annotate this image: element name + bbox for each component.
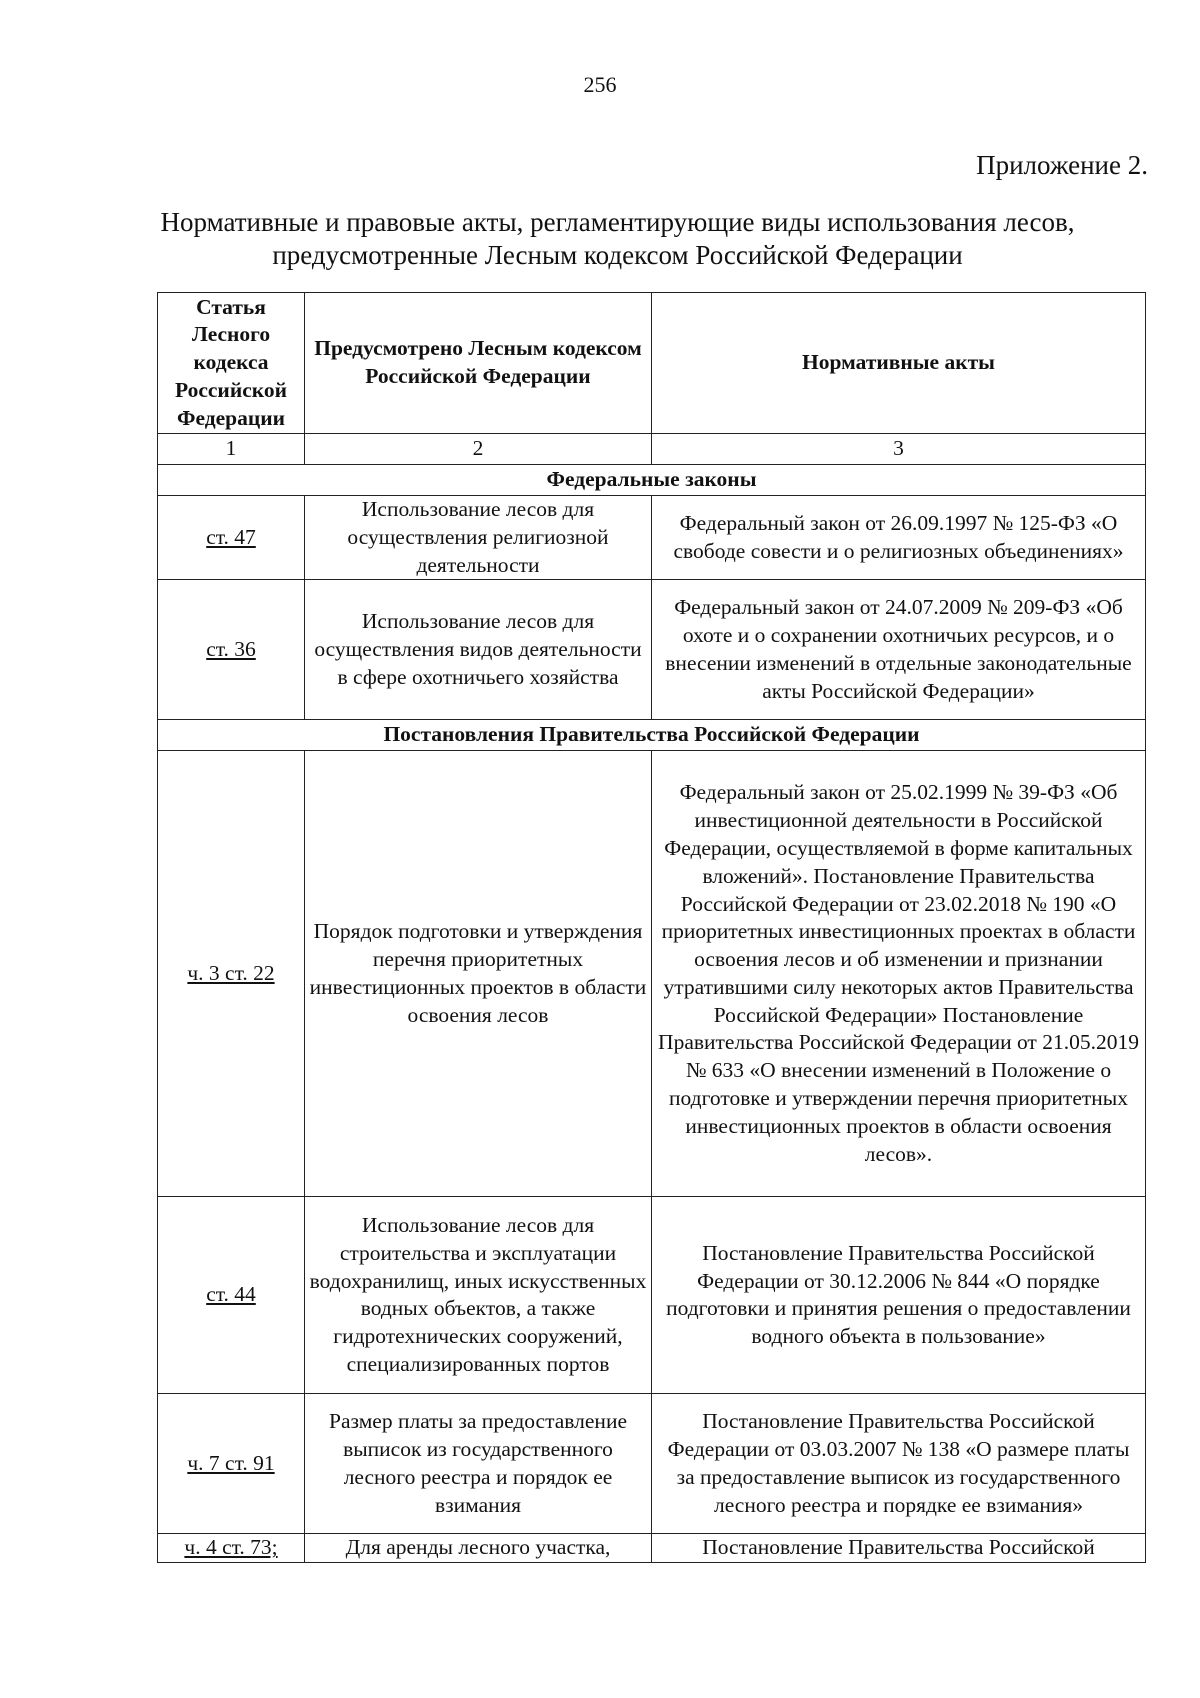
article-ref[interactable]: ст. 36 xyxy=(206,636,256,661)
table-row xyxy=(158,496,1146,580)
table-row xyxy=(158,1534,1146,1563)
header-article: Статья Лесного кодекса Российской Федерации xyxy=(158,293,305,434)
article-link[interactable] xyxy=(158,580,305,720)
appendix-label: Приложение 2. xyxy=(976,150,1148,180)
page-number: 256 xyxy=(583,72,617,97)
column-number-1: 1 xyxy=(158,434,305,465)
section-row-federal-laws xyxy=(158,465,1146,496)
article-ref[interactable]: ч. 3 ст. 22 xyxy=(187,960,275,985)
table-row xyxy=(158,751,1146,1197)
table-row xyxy=(158,580,1146,720)
article-link[interactable] xyxy=(158,1197,305,1394)
document-title xyxy=(100,206,1135,272)
acts-table xyxy=(157,292,1146,1563)
provision-cell: Использование лесов для осуществления религиозной деятельности xyxy=(305,496,652,580)
provision-cell: Порядок подготовки и утверждения перечня приоритетных инвестиционных проектов в области освоения лесов xyxy=(305,751,652,1197)
acts-cell: Постановление Правительства Российской Федерации от 30.12.2006 № 844 «О порядке подготовки и принятия решения о предоставлении водного объекта в пользование» xyxy=(652,1197,1146,1394)
table-row xyxy=(158,1197,1146,1394)
acts-cell: Федеральный закон от 26.09.1997 № 125-ФЗ «О свободе совести и о религиозных объединениях» xyxy=(652,496,1146,580)
table-row xyxy=(158,1394,1146,1534)
acts-cell: Постановление Правительства Российской Федерации от 03.03.2007 № 138 «О размере платы за предоставление выписок из государственного лесного реестра и порядке ее взимания» xyxy=(652,1394,1146,1534)
acts-cell: Федеральный закон от 25.02.1999 № 39-ФЗ «Об инвестиционной деятельности в Российской Федерации, осуществляемой в форме капитальных вложений». Постановление Правительства Российской Федерации от 23.02.2018 № 190 «О приоритетных инвестиционных проектах в области освоения лесов и об изменении и признании утратившими силу некоторых актов Правительства Российской Федерации» Постановление Правительства Российской Федерации от 21.05.2019 № 633 «О внесении изменений в Положение о подготовке и утверждении перечня приоритетных инвестиционных проектов в области освоения лесов». xyxy=(652,751,1146,1197)
article-ref[interactable]: ст. 44 xyxy=(206,1282,256,1307)
provision-cell: Размер платы за предоставление выписок из государственного лесного реестра и порядок ее взимания xyxy=(305,1394,652,1534)
column-number-2: 2 xyxy=(305,434,652,465)
article-ref[interactable]: ст. 47 xyxy=(206,524,256,549)
column-number-row xyxy=(158,434,1146,465)
article-ref[interactable]: ч. 4 ст. 73; xyxy=(184,1535,278,1560)
article-ref[interactable]: ч. 7 ст. 91 xyxy=(187,1450,275,1475)
article-link[interactable] xyxy=(158,1534,305,1563)
acts-cell: Федеральный закон от 24.07.2009 № 209-ФЗ «Об охоте и о сохранении охотничьих ресурсов, и о внесении изменений в отдельные законодательные акты Российской Федерации» xyxy=(652,580,1146,720)
column-number-3: 3 xyxy=(652,434,1146,465)
section-title: Постановления Правительства Российской Федерации xyxy=(158,720,1146,751)
header-acts: Нормативные акты xyxy=(652,293,1146,434)
table-header-row xyxy=(158,293,1146,434)
provision-cell: Для аренды лесного участка, xyxy=(305,1534,652,1563)
article-link[interactable] xyxy=(158,496,305,580)
article-link[interactable] xyxy=(158,1394,305,1534)
acts-cell: Постановление Правительства Российской xyxy=(652,1534,1146,1563)
title-line-1: Нормативные и правовые акты, регламентирующие виды использования лесов, xyxy=(160,207,1075,237)
article-link[interactable] xyxy=(158,751,305,1197)
provision-cell: Использование лесов для осуществления видов деятельности в сфере охотничьего хозяйства xyxy=(305,580,652,720)
header-provision: Предусмотрено Лесным кодексом Российской Федерации xyxy=(305,293,652,434)
section-row-government-decrees xyxy=(158,720,1146,751)
provision-cell: Использование лесов для строительства и эксплуатации водохранилищ, иных искусственных водных объектов, а также гидротехнических сооружений, специализированных портов xyxy=(305,1197,652,1394)
section-title: Федеральные законы xyxy=(158,465,1146,496)
title-line-2: предусмотренные Лесным кодексом Российской Федерации xyxy=(272,240,963,270)
